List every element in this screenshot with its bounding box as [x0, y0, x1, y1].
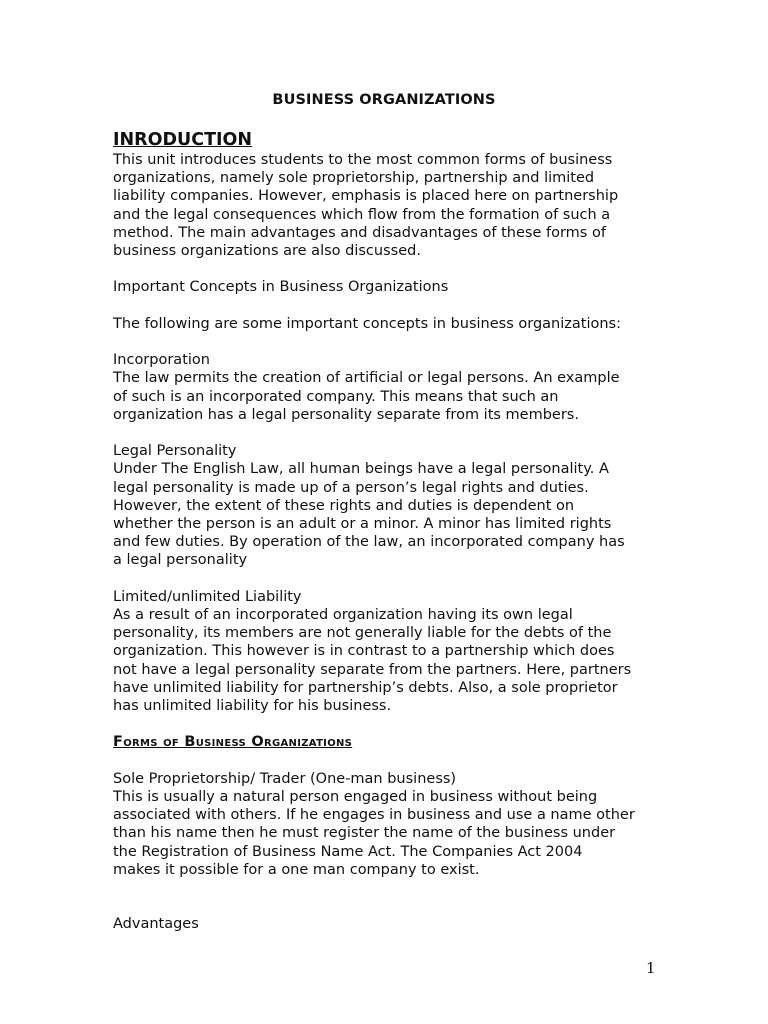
document-body: [113, 127, 673, 933]
sole-proprietorship-text: This is usually a natural person engaged in business without being associated with others. If he engages in business and use a name other than his name then he must register the name of the business under the Registration of Business Name Act. The Companies Act 2004 makes it possible for a one man company to exist.: [113, 789, 635, 878]
concept-text-legal-personality: Under The English Law, all human beings have a legal personality. A legal personality is made up of a person’s legal rights and duties. However, the extent of these rights and duties is dependent on whether the person is an adult or a minor. A minor has limited rights and few duties. By operation of the law, an incorporated company has a legal personality: [113, 461, 625, 569]
spacer: [113, 424, 673, 442]
concepts-heading: Important Concepts in Business Organizations: [113, 279, 449, 296]
concept-heading-liability: Limited/unlimited Liability: [113, 588, 302, 605]
forms-heading: Forms of Business Organizations: [113, 734, 353, 751]
concept-heading-legal-personality: Legal Personality: [113, 443, 237, 460]
sole-proprietorship-heading: Sole Proprietorship/ Trader (One-man business): [113, 770, 457, 787]
advantages-heading: Advantages: [113, 916, 199, 933]
spacer: [113, 260, 673, 278]
spacer: [113, 570, 673, 588]
spacer: [113, 715, 673, 733]
document-title: BUSINESS ORGANIZATIONS: [272, 92, 496, 108]
concept-text-liability: As a result of an incorporated organization having its own legal personality, its members are not generally liable for the debts of the organization. This however is in contrast to a partnership which does not have a legal personality separate from the partners. Here, partners have unlimited liability for partnership’s debts. Also, a sole proprietor has unlimited liability for his business.: [113, 607, 632, 715]
page-number: 1: [646, 959, 656, 977]
spacer: [113, 333, 673, 351]
spacer: [113, 879, 673, 915]
spacer: [113, 297, 673, 315]
concepts-intro: The following are some important concepts in business organizations:: [113, 315, 621, 332]
concept-text-incorporation: The law permits the creation of artificial or legal persons. An example of such is an incorporated company. This means that such an organization has a legal personality separate from its members.: [113, 370, 620, 423]
spacer: [113, 752, 673, 770]
concept-heading-incorporation: Incorporation: [113, 352, 210, 369]
intro-paragraph: This unit introduces students to the most common forms of business organizations, namely sole proprietorship, partnership and limited liability companies. However, emphasis is placed here on partnership and the legal consequences which flow from the formation of such a method. The main advantages and disadvantages of these forms of business organizations are also discussed.: [113, 152, 619, 260]
intro-heading: INRODUCTION: [113, 130, 253, 150]
